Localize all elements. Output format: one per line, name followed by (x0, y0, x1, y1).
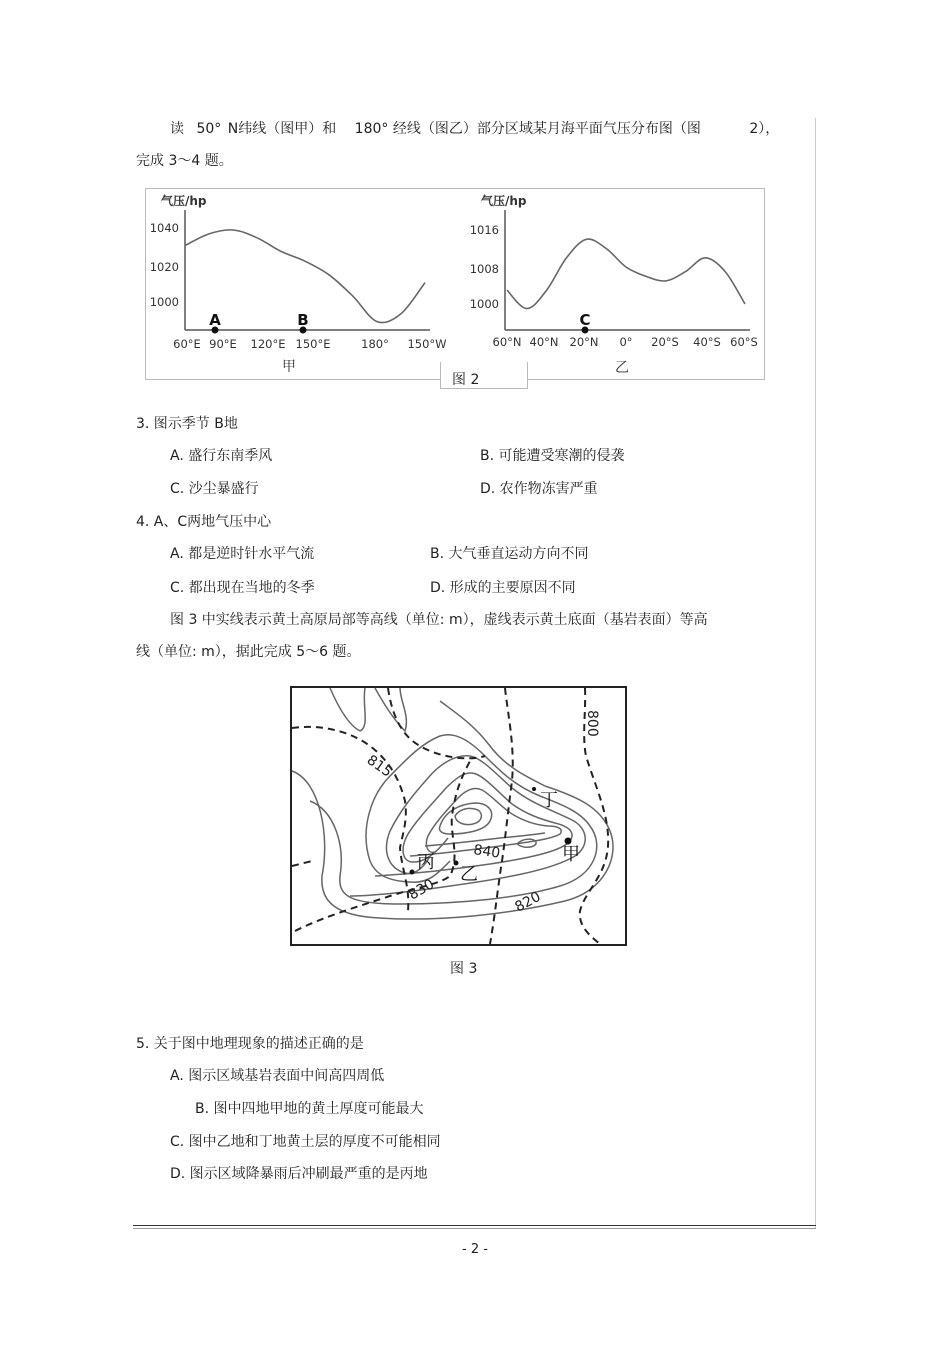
q3-option-c: C. 沙尘暴盛行 (170, 481, 259, 497)
chart-yi-ytick-1000: 1000 (469, 297, 499, 311)
contour-label-800: 800 (584, 710, 600, 737)
chart-jia-xtick: 60°E (173, 337, 201, 351)
chart-jia-ytick-1020: 1020 (149, 260, 179, 274)
chart-jia-xtick: 180° (361, 337, 389, 351)
chart-jia-xtick: 150°W (407, 337, 447, 351)
chart-yi-xtick: 0° (619, 335, 633, 349)
footer-rule-secondary (133, 1228, 816, 1229)
chart-jia-label-b: B (297, 311, 309, 329)
right-margin-rule (815, 118, 816, 1228)
q4-option-d: D. 形成的主要原因不同 (430, 580, 576, 596)
label-jia: 甲 (562, 844, 580, 865)
intro-line1: 读 50° N纬线（图甲）和 180° 经线（图乙）部分区域某月海平面气压分布图（图 2）， (170, 121, 780, 137)
point-bing (410, 870, 415, 875)
point-yi (454, 861, 459, 866)
contour-label-830: 830 (406, 876, 438, 904)
q5-stem: 5. 关于图中地理现象的描述正确的是 (136, 1036, 364, 1052)
figure3-caption: 图 3 (450, 961, 478, 977)
label-ding: 丁 (540, 790, 558, 811)
chart-jia-series-line (185, 230, 425, 323)
chart-yi-xtick: 60°N (492, 335, 522, 349)
chart-yi-ytick-1016: 1016 (469, 223, 499, 237)
q5-option-b: B. 图中四地甲地的黄土厚度可能最大 (195, 1101, 424, 1117)
chart-jia-ylabel: 气压/hp (161, 194, 207, 208)
q5-option-c: C. 图中乙地和丁地黄土层的厚度不可能相同 (170, 1134, 441, 1150)
q3-option-a: A. 盛行东南季风 (170, 448, 273, 464)
intro-line2: 完成 3～4 题。 (136, 153, 233, 169)
chart-yi (470, 193, 758, 376)
chart-yi-ytick-1008: 1008 (469, 262, 499, 276)
fig3-intro-line1: 图 3 中实线表示黄土高原局部等高线（单位: m），虚线表示黄土底面（基岩表面）等高 (170, 612, 708, 628)
chart-jia-ytick-1000: 1000 (149, 295, 179, 309)
chart-jia-xtick: 90°E (209, 337, 237, 351)
label-bing: 丙 (417, 852, 435, 873)
q4-stem: 4. A、C两地气压中心 (136, 514, 272, 530)
chart-yi-xtick: 40°N (529, 335, 559, 349)
page-number: - 2 - (462, 1242, 488, 1257)
q3-option-d: D. 农作物冻害严重 (480, 481, 598, 497)
chart-yi-xtick: 60°S (730, 335, 758, 349)
figure3-contour-map (290, 686, 627, 946)
contour-label-840: 840 (472, 842, 502, 862)
contour-label-815: 815 (363, 752, 395, 781)
figure2-charts (145, 188, 763, 378)
chart-jia-xtick: 120°E (250, 337, 286, 351)
q5-option-d: D. 图示区域降暴雨后冲刷最严重的是丙地 (170, 1166, 428, 1182)
q4-option-c: C. 都出现在当地的冬季 (170, 580, 315, 596)
chart-yi-title: 乙 (615, 360, 629, 376)
chart-yi-xtick: 40°S (693, 335, 721, 349)
point-ding (532, 787, 536, 791)
chart-yi-xtick: 20°S (651, 335, 679, 349)
figure2-caption: 图 2 (452, 372, 480, 388)
contour-label-820: 820 (512, 888, 544, 916)
chart-jia-label-a: A (209, 311, 221, 329)
chart-yi-series-line (507, 239, 745, 309)
q4-option-b: B. 大气垂直运动方向不同 (430, 546, 589, 562)
fig3-intro-line2: 线（单位: m），据此完成 5～6 题。 (136, 644, 361, 660)
chart-jia-title: 甲 (282, 359, 296, 375)
footer-rule (133, 1225, 816, 1226)
chart-yi-xtick: 20°N (569, 335, 599, 349)
chart-jia (150, 193, 447, 375)
label-yi: 乙 (460, 864, 478, 885)
chart-yi-ylabel: 气压/hp (481, 194, 527, 208)
q3-stem: 3. 图示季节 B地 (136, 416, 238, 432)
q5-option-a: A. 图示区域基岩表面中间高四周低 (170, 1068, 385, 1084)
chart-yi-label-c: C (579, 311, 591, 329)
chart-jia-ytick-1040: 1040 (149, 221, 179, 235)
q3-option-b: B. 可能遭受寒潮的侵袭 (480, 448, 625, 464)
q4-option-a: A. 都是逆时针水平气流 (170, 546, 315, 562)
chart-jia-xtick: 150°E (295, 337, 331, 351)
